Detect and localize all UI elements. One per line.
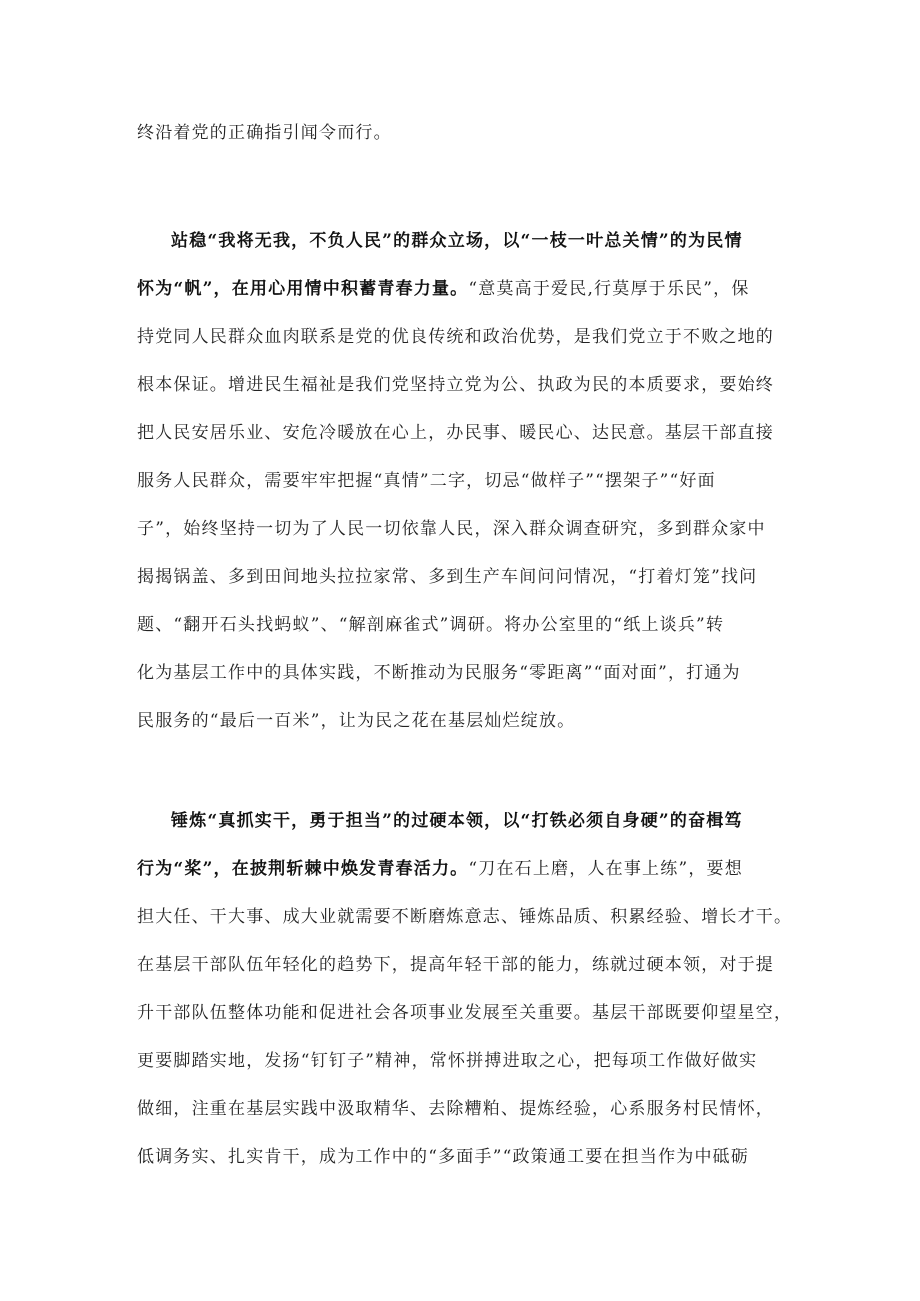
body-text: 持党同人民群众血肉联系是党的优良传统和政治优势，是我们党立于不败之地的: [137, 327, 774, 347]
text-line: [137, 1099, 774, 1119]
bold-lead-text: 锤炼“真抓实干，勇于担当”的过硬本领，以“打铁必须自身硬”的奋楫笃: [171, 811, 743, 831]
body-text: 题、“翻开石头找蚂蚁”、“解剖麻雀式”调研。将办公室里的“纸上谈兵”转: [137, 615, 725, 635]
bold-lead-text: 站稳“我将无我，不负人民”的群众立场，以“一枝一叶总关情”的为民情: [171, 231, 743, 251]
text-line: [137, 471, 716, 491]
text-line: [137, 711, 575, 731]
bold-lead-text: 怀为“帆”，在用心用情中积蓄青春力量。: [137, 279, 469, 299]
body-text: 终沿着党的正确指引闻令而行。: [137, 123, 392, 143]
text-line: [137, 859, 743, 879]
text-line: [137, 663, 741, 683]
body-text: 把人民安居乐业、安危冷暖放在心上，办民事、暖民心、达民意。基层干部直接: [137, 423, 774, 443]
body-text: 子”，始终坚持一切为了人民一切依靠人民，深入群众调查研究，多到群众家中: [137, 519, 766, 539]
body-text: “刀在石上磨，人在事上练”，要想: [468, 859, 743, 879]
text-line: [137, 123, 392, 143]
text-line: [137, 327, 774, 347]
text-line: [137, 1051, 757, 1071]
text-line: [137, 519, 766, 539]
body-text: 根本保证。增进民生福祉是我们党坚持立党为公、执政为民的本质要求，要始终: [137, 375, 774, 395]
body-text: 做细，注重在基层实践中汲取精华、去除糟粕、提炼经验，心系服务村民情怀，: [137, 1099, 774, 1119]
text-line: [137, 955, 774, 975]
body-text: 民服务的“最后一百米”，让为民之花在基层灿烂绽放。: [137, 711, 576, 731]
body-text: 更要脚踏实地，发扬“钉钉子”精神，常怀拼搏进取之心，把每项工作做好做实: [137, 1051, 758, 1071]
body-text: 服务人民群众，需要牢牢把握“真情”二字，切忌“做样子”“摆架子”“好面: [137, 471, 716, 491]
text-line: [137, 375, 774, 395]
text-line: [137, 1147, 749, 1167]
body-text: 揭揭锅盖、多到田间地头拉拉家常、多到生产车间问问情况，“打着灯笼”找问: [137, 567, 758, 587]
text-line: [137, 567, 757, 587]
body-text: “意莫高于爱民,行莫厚于乐民”，保: [468, 279, 750, 299]
body-text: 担大任、干大事、成大业就需要不断磨炼意志、锤炼品质、积累经验、增长才干。: [137, 907, 793, 927]
body-text: 化为基层工作中的具体实践，不断推动为民服务“零距离”“面对面”，打通为: [137, 663, 741, 683]
text-line: [137, 615, 724, 635]
text-line: [137, 279, 750, 299]
body-text: 在基层干部队伍年轻化的趋势下，提高年轻干部的能力，练就过硬本领，对于提: [137, 955, 774, 975]
bold-lead-text: 行为“桨”，在披荆斩棘中焕发青春活力。: [137, 859, 469, 879]
body-text: 低调务实、扎实肯干，成为工作中的“多面手”“政策通工要在担当作为中砥砺: [137, 1147, 750, 1167]
paragraph-first-line: [171, 811, 743, 831]
text-line: [137, 1003, 792, 1023]
text-line: [137, 907, 792, 927]
text-line: [137, 423, 774, 443]
paragraph-first-line: [171, 231, 743, 251]
body-text: 升干部队伍整体功能和促进社会各项事业发展至关重要。基层干部既要仰望星空，: [137, 1003, 793, 1023]
